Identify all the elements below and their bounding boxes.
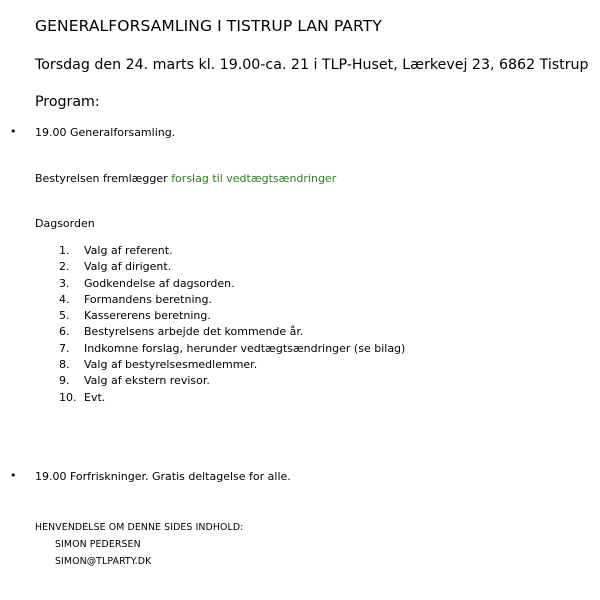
agenda-item-text: Bestyrelsens arbejde det kommende år. [84,325,304,339]
agenda-item-number: 4. [59,292,70,306]
agenda-item-number: 7. [59,341,70,355]
agenda-item-number: 2. [59,260,70,274]
agenda-item-text: Indkomne forslag, herunder vedtægtsændringer (se bilag) [84,341,406,355]
agenda-heading: Dagsorden [35,217,95,230]
agenda-item-text: Valg af dirigent. [84,260,172,274]
agenda-item-number: 5. [59,309,70,323]
bylaw-proposals-link[interactable]: forslag til vedtægtsændringer [171,172,337,185]
contact-heading: HENVENDELSE OM DENNE SIDES INDHOLD: [35,522,244,533]
board-proposal-line [35,172,336,185]
program-item-refreshments: 19.00 Forfriskninger. Gratis deltagelse for alle. [35,470,291,483]
agenda-item-text: Evt. [84,390,106,404]
page-title: GENERALFORSAMLING I TISTRUP LAN PARTY [35,17,382,35]
agenda-item-text: Valg af referent. [84,244,173,257]
program-item-general-assembly: 19.00 Generalforsamling. [35,126,176,139]
agenda-item-number: 6. [59,325,70,339]
bullet-icon: • [10,125,17,138]
agenda-item-text: Kassererens beretning. [84,309,211,323]
contact-email[interactable]: SIMON@TLPARTY.DK [55,556,152,567]
contact-name: SIMON PEDERSEN [55,539,141,550]
agenda-item-number: 1. [59,244,70,257]
agenda-item-text: Formandens beretning. [84,292,212,306]
agenda-item-number: 3. [59,276,70,290]
agenda-item-number: 8. [59,358,70,372]
agenda-item-number: 10. [59,390,77,404]
event-details: Torsdag den 24. marts kl. 19.00-ca. 21 i TLP-Huset, Lærkevej 23, 6862 Tistrup [35,57,589,73]
program-heading: Program: [35,94,100,110]
agenda-item-text: Valg af bestyrelsesmedlemmer. [84,358,258,372]
board-proposal-text: Bestyrelsen fremlægger [35,172,172,185]
agenda-item-text: Valg af ekstern revisor. [84,374,210,388]
agenda-item-text: Godkendelse af dagsorden. [84,276,235,290]
bullet-icon: • [10,469,17,482]
agenda-item-number: 9. [59,374,70,388]
